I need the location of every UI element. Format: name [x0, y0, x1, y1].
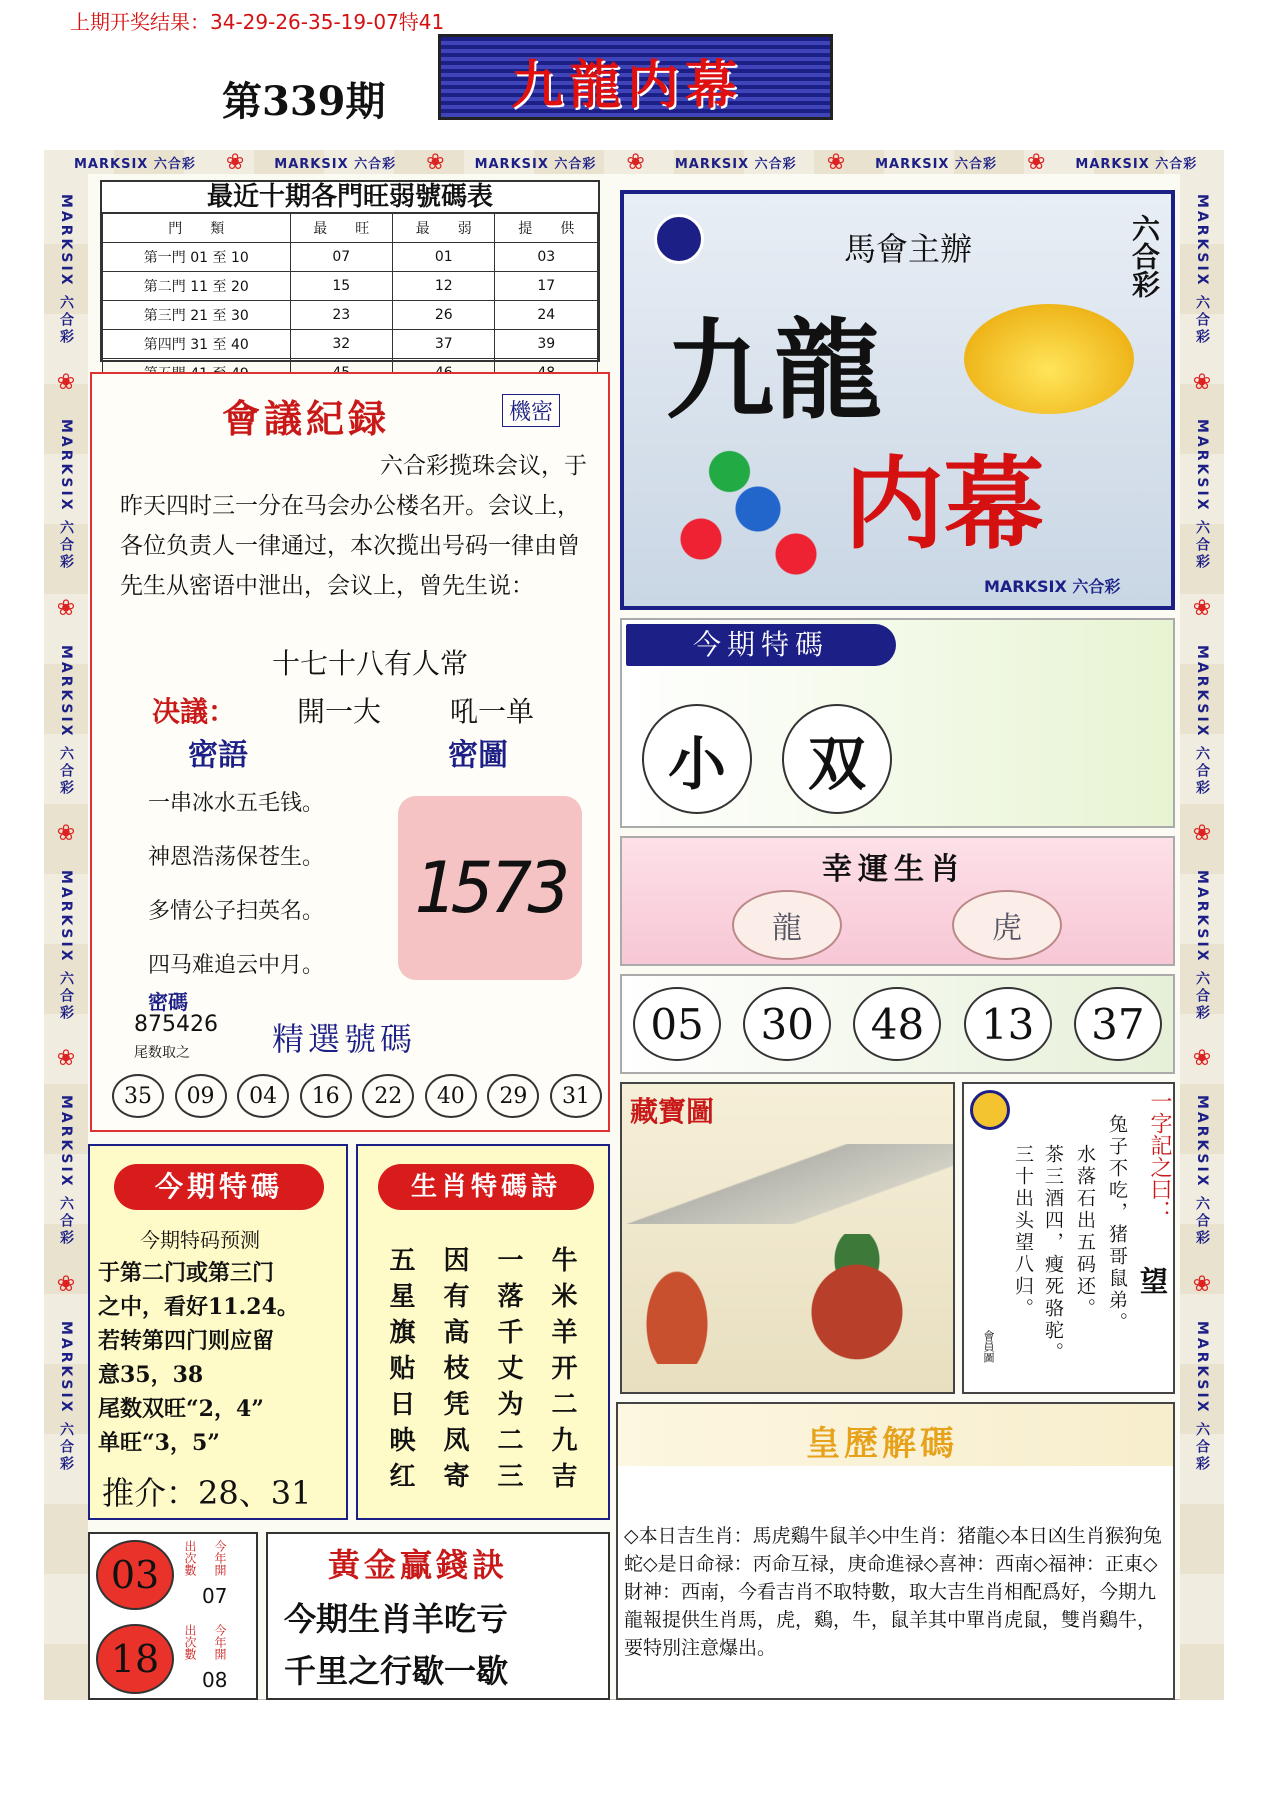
table-cell: 39 [495, 330, 598, 359]
border-brand: MARKSIX 六合彩 [1075, 156, 1198, 172]
border-brand: MARKSIX 六合彩 [1194, 1095, 1210, 1248]
poem-col-3: 因有高枝凭凤寄 [439, 1246, 469, 1498]
lucky-number: 37 [1074, 987, 1162, 1061]
number-ball: 31 [550, 1074, 602, 1118]
table-row [103, 301, 598, 330]
flower-icon: ❀ [56, 1046, 76, 1072]
lucky-number: 05 [633, 987, 721, 1061]
zodiac-poem-title: 生肖特碼詩 [378, 1164, 594, 1210]
flower-icon: ❀ [56, 821, 76, 847]
table-cell: 24 [495, 301, 598, 330]
decision-label: 决議： [152, 695, 237, 728]
verse-4: 四马难追云中月。 [148, 953, 325, 978]
almanac-box [616, 1402, 1175, 1700]
flower-icon: ❀ [225, 150, 245, 174]
table-cell: 07 [290, 243, 392, 272]
appearance-number: 03 [96, 1540, 174, 1610]
lucky-zodiac-title: 幸運生肖 [822, 852, 966, 887]
verse-3: 多情公子扫英名。 [148, 899, 325, 924]
poem-col-4: 五星旗贴日映红 [385, 1246, 415, 1498]
meeting-text: 六合彩揽珠会议，于昨天四时三一分在马会办公楼名开。会议上，各位负责人一律通过，本次揽出号码一律由曾先生从密语中泄出，会议上，曾先生说： [120, 453, 587, 599]
golden-formula-box [266, 1532, 610, 1700]
flower-icon: ❀ [1192, 370, 1212, 396]
border-brand: MARKSIX 六合彩 [58, 1095, 74, 1248]
prediction-title: 今期特碼 [114, 1164, 324, 1210]
poem-col-1: 牛米羊开二九吉 [547, 1246, 577, 1498]
stats-table-title: 最近十期各門旺弱號碼表 [102, 182, 598, 213]
table-header: 最 弱 [393, 214, 495, 243]
prediction-line-1: 于第二门或第三门 [98, 1260, 275, 1286]
border-brand: MARKSIX 六合彩 [58, 644, 74, 798]
appearance-count: 07 [202, 1584, 228, 1608]
table-cell: 第四門 31 至 40 [103, 330, 291, 359]
table-row [103, 243, 598, 272]
one-word-col-1: 兔子不吃，猪哥鼠弟。 [1106, 1114, 1128, 1334]
table-cell: 第二門 11 至 20 [103, 272, 291, 301]
lottery-balls-icon [644, 434, 834, 584]
top-border [44, 150, 1224, 174]
one-word-word: 望 [1140, 1265, 1169, 1298]
table-row [103, 272, 598, 301]
kneeling-figure-illustration [642, 1264, 712, 1364]
one-word-col-3: 茶三酒四，瘦死骆驼。 [1042, 1144, 1064, 1364]
lucky-number: 13 [964, 987, 1052, 1061]
right-border [1180, 174, 1224, 1700]
number-ball: 04 [237, 1074, 289, 1118]
meeting-quote: 十七十八有人常 [272, 647, 469, 680]
appearance-label: 出次數 [183, 1540, 197, 1576]
treasure-title: 藏寶圖 [630, 1095, 715, 1128]
poem-col-2: 一落千丈为二三 [493, 1246, 523, 1498]
almanac-text: ◇本日吉生肖：馬虎鷄牛鼠羊◇中生肖：猪龍◇本日凶生肖猴狗兔蛇◇是日命禄：丙命互禄，庚命進禄◇喜神：西南◇福神：正東◇財神：西南，今看吉肖不取特數，取大吉生肖相配爲好，今期九龍報提供生肖馬，虎，鷄，牛，鼠羊其中單肖虎鼠，雙肖鷄牛，要特別注意爆出。 [624, 1525, 1162, 1659]
prediction-heading: 今期特码预测 [140, 1228, 260, 1252]
lucky-number: 30 [743, 987, 831, 1061]
table-cell: 17 [495, 272, 598, 301]
golden-formula-line-2: 千里之行歇一歇 [284, 1652, 509, 1690]
meeting-box [90, 372, 610, 1132]
table-header: 最 旺 [290, 214, 392, 243]
number-ball: 16 [300, 1074, 352, 1118]
meeting-tag: 機密 [502, 394, 560, 427]
table-cell: 26 [393, 301, 495, 330]
stats-table [102, 213, 598, 388]
border-brand: MARKSIX 六合彩 [58, 419, 74, 572]
border-brand: MARKSIX 六合彩 [474, 156, 597, 172]
tiger-icon [952, 890, 1062, 960]
last-result: 上期开奖结果：34-29-26-35-19-07特41 [70, 10, 445, 34]
poster-host: 馬會主辦 [844, 230, 973, 268]
flower-icon: ❀ [1192, 821, 1212, 847]
table-header: 提 供 [495, 214, 598, 243]
table-cell: 第三門 21 至 30 [103, 301, 291, 330]
flower-icon: ❀ [426, 150, 445, 174]
border-brand: MARKSIX 六合彩 [674, 156, 797, 172]
table-cell: 23 [290, 301, 392, 330]
zodiac-poem-box [356, 1144, 610, 1520]
stats-table-box [100, 180, 600, 362]
flower-icon: ❀ [56, 1271, 76, 1297]
table-row [103, 330, 598, 359]
special-code-double: 双 [782, 704, 892, 814]
prediction-line-4: 意35，38 [98, 1362, 204, 1388]
issue-number: 第339期 [222, 78, 386, 125]
flower-icon: ❀ [56, 370, 76, 396]
flower-icon: ❀ [1192, 1271, 1212, 1297]
table-cell: 01 [393, 243, 495, 272]
poster-title-1: 九龍 [666, 308, 883, 434]
border-brand: MARKSIX 六合彩 [58, 870, 74, 1023]
selected-label: 精選號碼 [272, 1020, 417, 1058]
horse-rider-illustration [782, 1234, 932, 1364]
gold-ingot-icon [964, 304, 1134, 414]
table-cell: 37 [393, 330, 495, 359]
stamp [970, 1090, 1010, 1390]
special-code-box [620, 618, 1175, 828]
poster-title-2: 内幕 [844, 445, 1044, 563]
number-ball: 22 [362, 1074, 414, 1118]
banner-title: 九龍内幕 [511, 55, 744, 116]
poster-footer-brand: MARKSIX 六合彩 [984, 577, 1121, 596]
border-brand: MARKSIX 六合彩 [875, 156, 997, 172]
lucky-numbers-box [620, 974, 1175, 1074]
code-words-label: 密語 [188, 738, 248, 773]
flower-icon: ❀ [826, 150, 846, 174]
table-cell: 12 [393, 272, 495, 301]
appearance-count: 08 [202, 1668, 228, 1692]
special-code-title: 今期特碼 [626, 624, 896, 666]
secret-code-note: 尾数取之 [134, 1045, 190, 1061]
flower-icon: ❀ [56, 595, 76, 621]
left-border [44, 174, 88, 1700]
prediction-line-2: 之中，看好11.24。 [98, 1294, 299, 1320]
border-brand: MARKSIX 六合彩 [1194, 870, 1210, 1023]
selected-numbers [112, 1074, 602, 1118]
secret-code: 875426 [134, 1012, 218, 1037]
prediction-line-3: 若转第四门则应留 [98, 1328, 275, 1354]
border-brand: MARKSIX 六合彩 [1194, 644, 1210, 798]
secret-code-label: 密碼 [148, 990, 188, 1014]
flower-icon: ❀ [1192, 1046, 1212, 1072]
table-header-row [103, 214, 598, 243]
handwritten-code: 1573 [413, 847, 567, 929]
lucky-number: 48 [853, 987, 941, 1061]
mountain-illustration [622, 1144, 955, 1224]
flower-icon: ❀ [626, 150, 645, 174]
lucky-zodiac-box [620, 836, 1175, 966]
poster [620, 190, 1175, 610]
number-ball: 35 [112, 1074, 164, 1118]
one-word-col-2: 水落石出五码还。 [1074, 1144, 1096, 1320]
decision-2: 吼一单 [450, 695, 535, 728]
zodiac-dragon: 龍 [772, 911, 802, 946]
golden-formula-line-1: 今期生肖羊吃亏 [284, 1600, 509, 1638]
zodiac-tiger: 虎 [992, 911, 1022, 946]
table-cell: 15 [290, 272, 392, 301]
prediction-line-5: 尾数双旺“2，4” [98, 1396, 264, 1422]
verse-1: 一串冰水五毛钱。 [148, 791, 325, 816]
border-brand: MARKSIX 六合彩 [1194, 1320, 1210, 1474]
number-ball: 40 [425, 1074, 477, 1118]
stamp-icon [970, 1090, 1010, 1130]
appearance-year-label: 今年開 [213, 1624, 227, 1660]
appearance-year-label: 今年開 [213, 1540, 227, 1576]
prediction-line-6: 单旺“3，5” [98, 1430, 220, 1456]
meeting-title: 會議紀録 [222, 396, 391, 441]
dragon-icon [732, 890, 842, 960]
table-cell: 03 [495, 243, 598, 272]
hkjc-logo-icon [654, 214, 704, 264]
table-cell: 第一門 01 至 10 [103, 243, 291, 272]
appearance-box [88, 1532, 258, 1700]
prediction-recommend: 推介：28、31 [102, 1474, 312, 1512]
code-image-label: 密圖 [448, 738, 508, 773]
flower-icon: ❀ [1192, 595, 1212, 621]
golden-formula-title: 黃金贏錢訣 [328, 1546, 509, 1584]
border-brand: MARKSIX 六合彩 [1194, 194, 1210, 347]
flower-icon: ❀ [1026, 150, 1046, 174]
title-banner [438, 34, 833, 120]
verse-2: 神恩浩荡保苍生。 [148, 845, 325, 870]
one-word-box [962, 1082, 1175, 1394]
treasure-box [620, 1082, 955, 1394]
border-brand: MARKSIX 六合彩 [58, 194, 74, 347]
one-word-col-4: 三十出头望八归。 [1012, 1144, 1034, 1320]
one-word-title: 一字記之曰： [1147, 1090, 1172, 1222]
code-image [398, 796, 582, 980]
prediction-box [88, 1144, 348, 1520]
border-brand: MARKSIX 六合彩 [58, 1320, 74, 1474]
appearance-label: 出次數 [183, 1624, 197, 1660]
number-ball: 09 [175, 1074, 227, 1118]
border-brand: MARKSIX 六合彩 [274, 156, 397, 172]
decision-1: 開一大 [297, 695, 382, 728]
stamp-label: 會員圖 [982, 1330, 995, 1363]
table-header: 門 類 [103, 214, 291, 243]
poster-brand: 六合彩 [1128, 214, 1161, 298]
border-brand: MARKSIX 六合彩 [1194, 419, 1210, 572]
special-code-small: 小 [642, 704, 752, 814]
border-brand: MARKSIX 六合彩 [74, 156, 196, 172]
table-cell: 32 [290, 330, 392, 359]
number-ball: 29 [487, 1074, 539, 1118]
almanac-title: 皇歷解碼 [806, 1424, 958, 1464]
appearance-number: 18 [96, 1624, 174, 1694]
